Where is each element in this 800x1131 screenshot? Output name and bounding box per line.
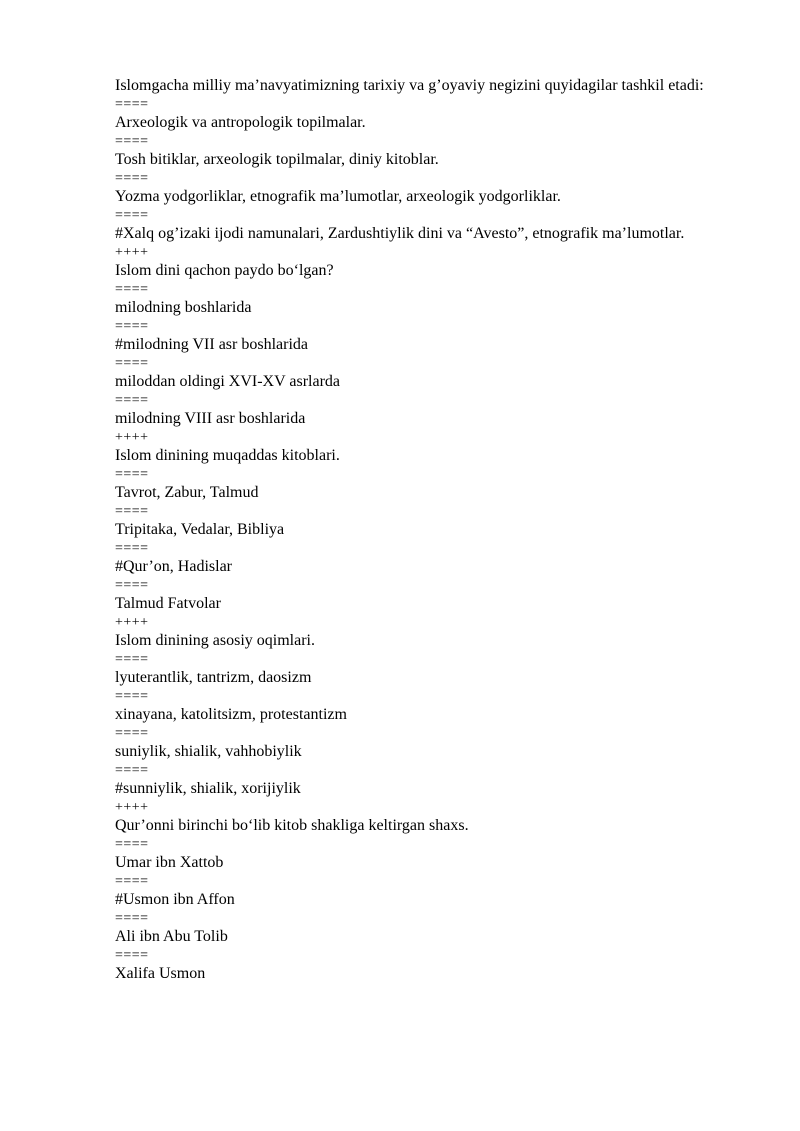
answer-separator: ==== [115,503,149,519]
question-separator: ++++ [115,244,149,260]
answer-option: Tavrot, Zabur, Talmud [115,484,259,501]
answer-separator: ==== [115,688,149,704]
correct-answer-option: #milodning VII asr boshlarida [115,336,309,353]
answer-option: Talmud Fatvolar [115,595,221,612]
question-text: Qur’onni birinchi bo‘lib kitob shakliga keltirgan shaxs. [115,817,469,834]
answer-separator: ==== [115,133,149,149]
answer-option: Tosh bitiklar, arxeologik topilmalar, diniy kitoblar. [115,151,439,168]
answer-option: suniylik, shialik, vahhobiylik [115,743,302,760]
question-text: Islom dinining asosiy oqimlari. [115,632,315,649]
answer-separator: ==== [115,318,149,334]
question-text: Islom dini qachon paydo bo‘lgan? [115,262,334,279]
answer-separator: ==== [115,577,149,593]
answer-option: Tripitaka, Vedalar, Bibliya [115,521,285,538]
answer-separator: ==== [115,651,149,667]
question-separator: ++++ [115,614,149,630]
answer-option: lyuterantlik, tantrizm, daosizm [115,669,312,686]
answer-separator: ==== [115,836,149,852]
answer-option: Arxeologik va antropologik topilmalar. [115,114,366,131]
correct-answer-option: #Xalq og’izaki ijodi namunalari, Zardushtiylik dini va “Avesto”, etnografik ma’lumotlar. [115,225,685,242]
answer-separator: ==== [115,725,149,741]
question-separator: ++++ [115,799,149,815]
answer-separator: ==== [115,170,149,186]
answer-option: Ali ibn Abu Tolib [115,928,228,945]
question-text: Islomgacha milliy ma’navyatimizning tarixiy va g’oyaviy negizini quyidagilar tashkil etadi: [115,77,704,94]
answer-option: xinayana, katolitsizm, protestantizm [115,706,347,723]
answer-separator: ==== [115,873,149,889]
answer-separator: ==== [115,466,149,482]
answer-option: Umar ibn Xattob [115,854,224,871]
answer-separator: ==== [115,762,149,778]
question-text: Islom dinining muqaddas kitoblari. [115,447,340,464]
answer-separator: ==== [115,96,149,112]
answer-separator: ==== [115,281,149,297]
question-separator: ++++ [115,429,149,445]
answer-separator: ==== [115,947,149,963]
answer-separator: ==== [115,207,149,223]
correct-answer-option: #Qur’on, Hadislar [115,558,233,575]
answer-separator: ==== [115,392,149,408]
document-page [115,75,775,986]
correct-answer-option: #Usmon ibn Affon [115,891,235,908]
answer-separator: ==== [115,910,149,926]
correct-answer-option: #sunniylik, shialik, xorijiylik [115,780,301,797]
answer-option: miloddan oldingi XVI-XV asrlarda [115,373,340,390]
answer-option: Yozma yodgorliklar, etnografik ma’lumotlar, arxeologik yodgorliklar. [115,188,561,205]
answer-separator: ==== [115,355,149,371]
answer-option: Xalifa Usmon [115,965,206,982]
answer-option: milodning VIII asr boshlarida [115,410,306,427]
answer-separator: ==== [115,540,149,556]
answer-option: milodning boshlarida [115,299,252,316]
